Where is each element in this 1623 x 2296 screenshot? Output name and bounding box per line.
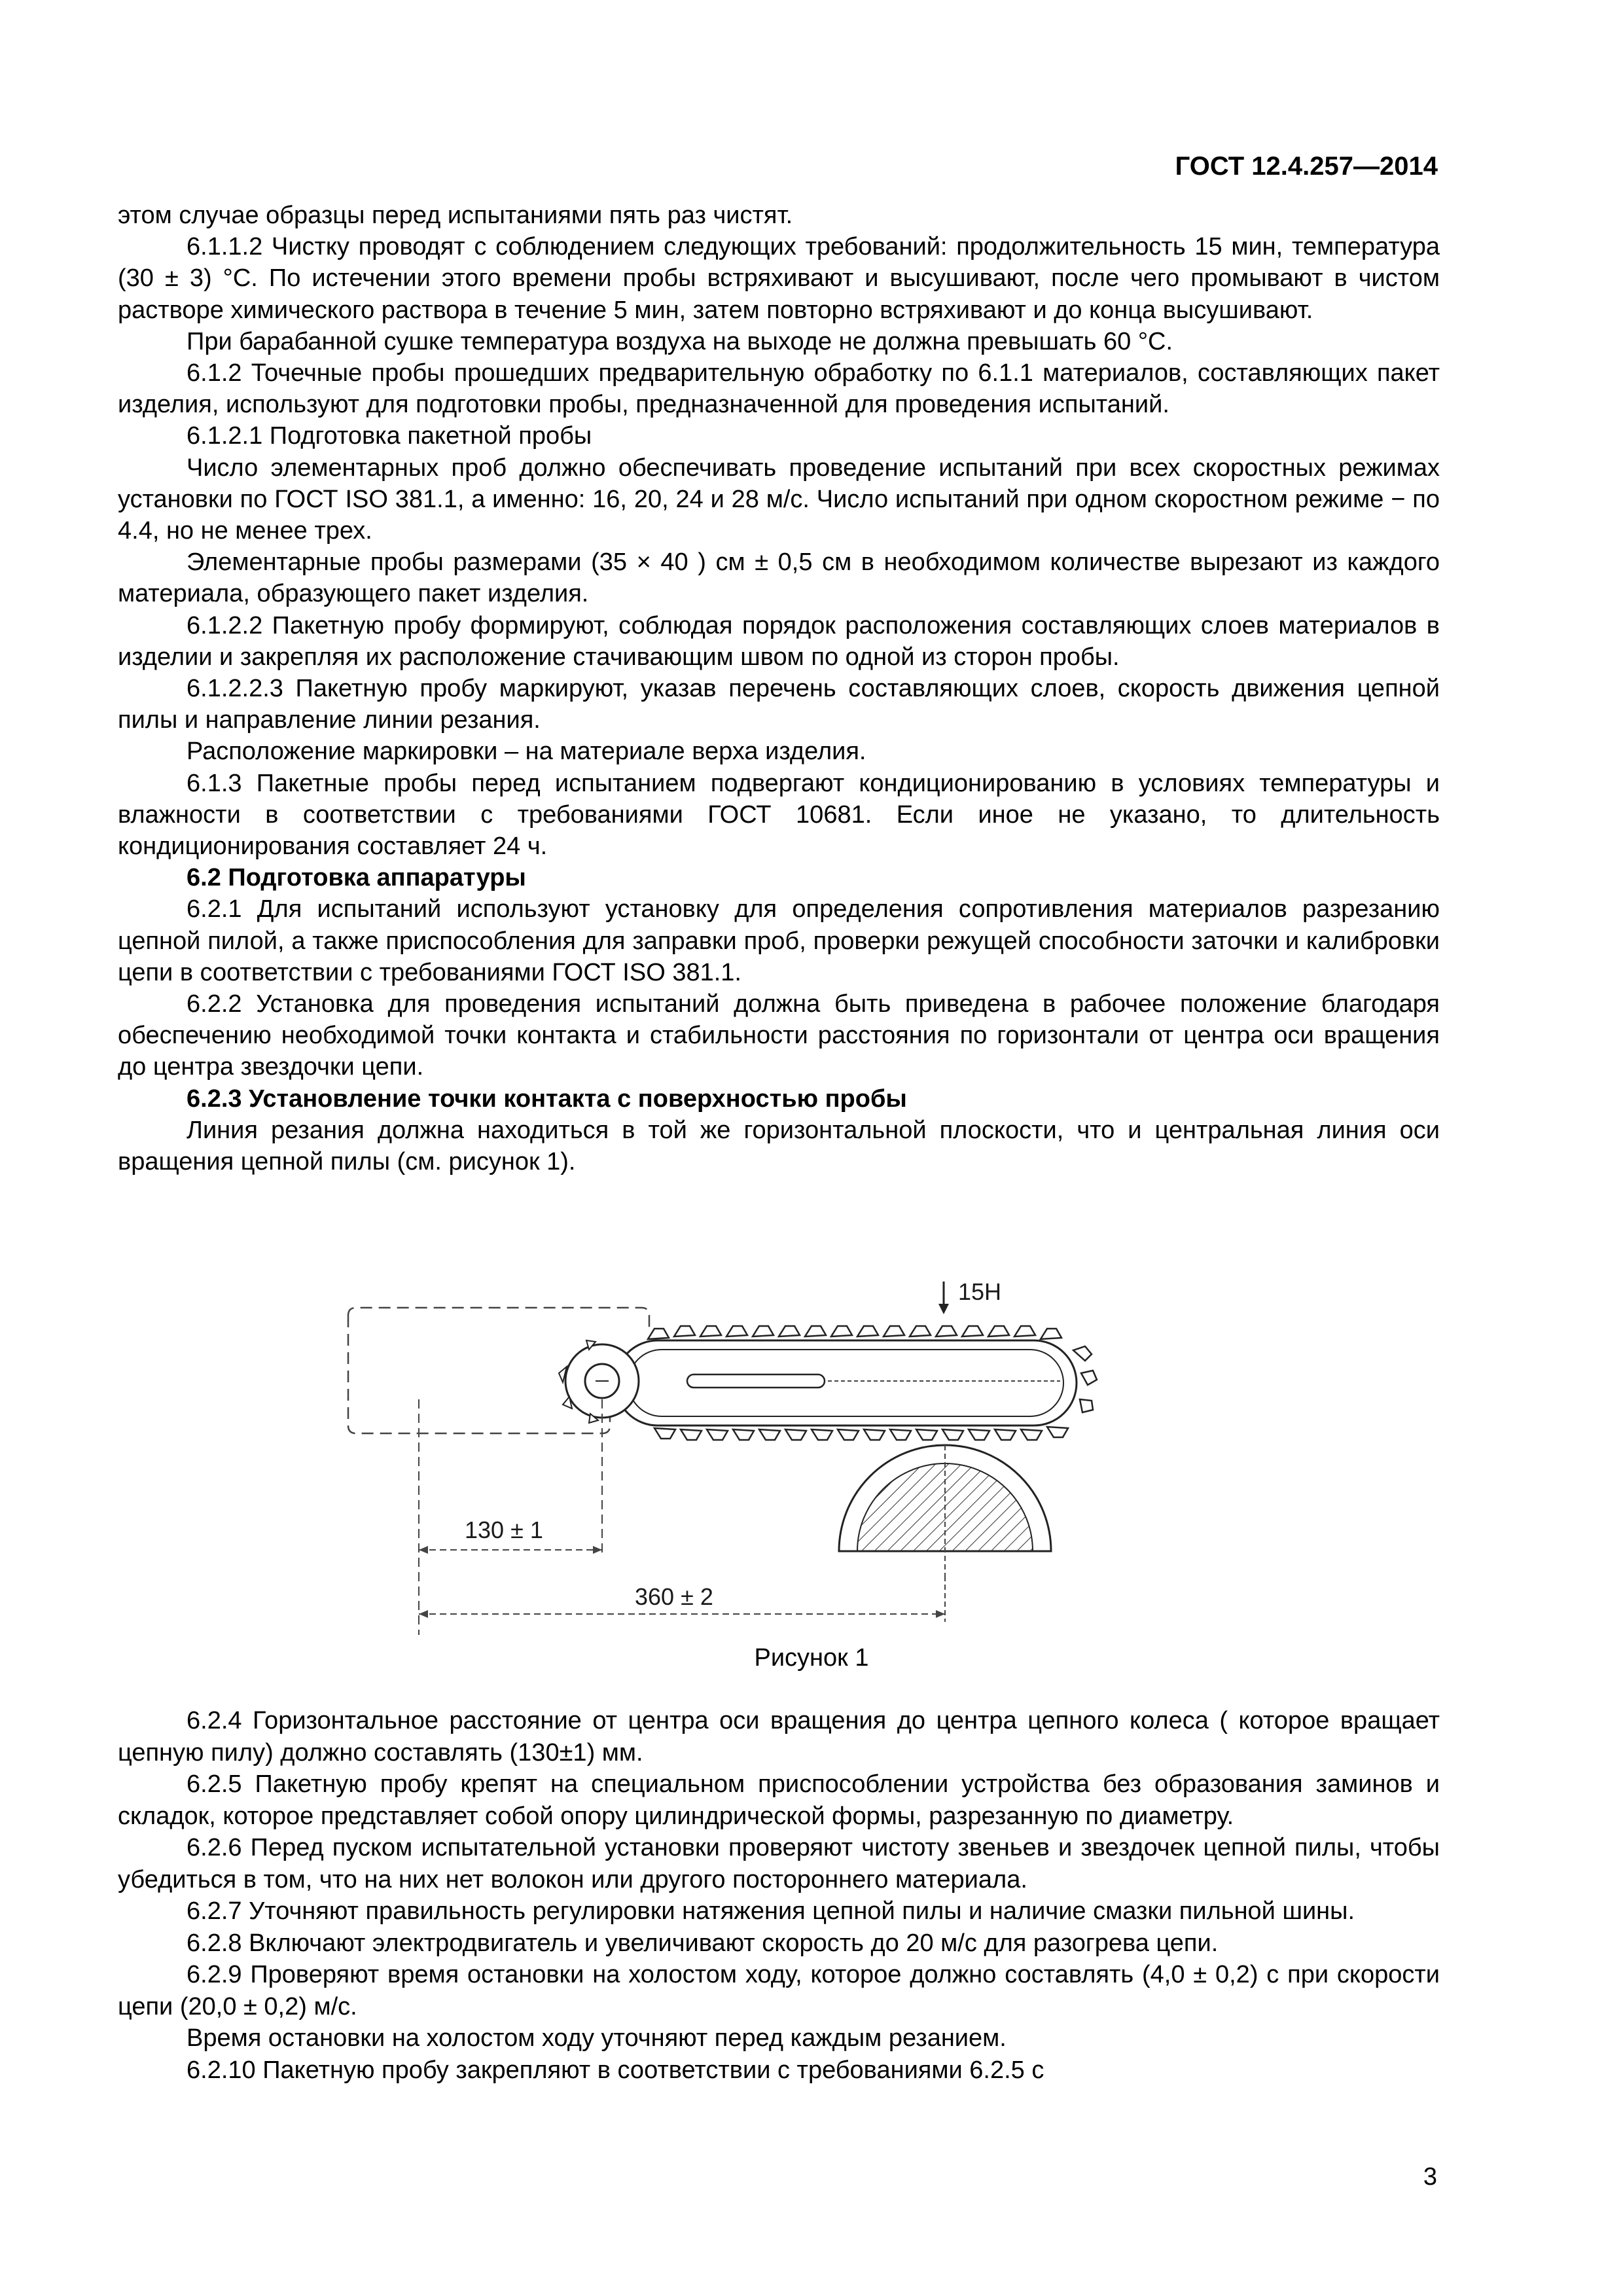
dimension-130-label: 130 ± 1 <box>465 1516 543 1543</box>
force-arrow <box>938 1282 949 1314</box>
body-text-bottom <box>118 1705 1440 2086</box>
paragraph: 6.2.1 Для испытаний используют установку для определения сопротивления материалов разрезанию цепной пилой, а также приспособления для заправки проб, проверки режущей способности заточки и калибровки цепи в соответствии с требованиями ГОСТ ISO 381.1. <box>118 895 1440 986</box>
section-heading-6-2: 6.2 Подготовка аппаратуры <box>187 864 526 892</box>
chainsaw-diagram <box>340 1268 1152 1635</box>
paragraph: 6.2.4 Горизонтальное расстояние от центра оси вращения до центра цепного колеса ( которое вращает цепную пилу) должно составлять (130±1) мм. <box>118 1707 1440 1767</box>
paragraph: Расположение маркировки – на материале верха изделия. <box>187 738 866 766</box>
document-code-header: ГОСТ 12.4.257—2014 <box>1175 152 1438 181</box>
paragraph: Элементарные пробы размерами (35 × 40 ) см ± 0,5 см в необходимом количестве вырезают из каждого материала, образующего пакет изделия. <box>118 548 1440 608</box>
guide-bar-slot <box>687 1374 825 1388</box>
paragraph: 6.1.1.2 Чистку проводят с соблюдением следующих требований: продолжительность 15 мин, температура (30 ± 3) °С. По истечении этого времени пробы встряхивают и высушивают, после чего промывают в чистом растворе химического раствора в течение 5 мин, затем повторно встряхивают и до конца высушивают. <box>118 233 1440 324</box>
paragraph: 6.2.10 Пакетную пробу закрепляют в соответствии с требованиями 6.2.5 с <box>187 2056 1044 2084</box>
paragraph: 6.2.5 Пакетную пробу крепят на специальном приспособлении устройства без образования заминов и складок, которое представляет собой опору цилиндрической формы, разрезанную по диаметру. <box>118 1770 1440 1830</box>
paragraph: 6.1.2.2 Пакетную пробу формируют, соблюдая порядок расположения составляющих слоев материалов в изделии и закрепляя их расположение стачивающим швом по одной из сторон пробы. <box>118 611 1440 671</box>
paragraph: 6.2.2 Установка для проведения испытаний должна быть приведена в рабочее положение благодаря обеспечению необходимой точки контакта и стабильности расстояния по горизонтали от центра оси вращения до центра звездочки цепи. <box>118 990 1440 1081</box>
paragraph: 6.1.2 Точечные пробы прошедших предварительную обработку по 6.1.1 материалов, составляющих пакет изделия, используют для подготовки пробы, предназначенной для проведения испытаний. <box>118 359 1440 419</box>
guide-bar <box>615 1340 1077 1426</box>
section-heading-6-2-3: 6.2.3 Установление точки контакта с поверхностью пробы <box>187 1085 907 1113</box>
paragraph: 6.2.6 Перед пуском испытательной установки проверяют чистоту звеньев и звездочек цепной пилы, чтобы убедиться в том, что на них нет волокон или другого постороннего материала. <box>118 1834 1440 1893</box>
paragraph: 6.2.8 Включают электродвигатель и увеличивают скорость до 20 м/с для разогрева цепи. <box>187 1929 1219 1957</box>
paragraph: 6.2.7 Уточняют правильность регулировки натяжения цепной пилы и наличие смазки пильной шины. <box>187 1897 1355 1925</box>
dimension-130 <box>419 1546 602 1554</box>
paragraph: Число элементарных проб должно обеспечивать проведение испытаний при всех скоростных режимах установки по ГОСТ ISO 381.1, а именно: 16, 20, 24 и 28 м/с. Число испытаний при одном скоростном режиме − по 4.4, но не менее трех. <box>118 454 1440 545</box>
half-cylinder-support <box>839 1445 1051 1576</box>
page-number: 3 <box>1423 2163 1437 2191</box>
paragraph: 6.1.2.2.3 Пакетную пробу маркируют, указав перечень составляющих слоев, скорость движения цепной пилы и направление линии резания. <box>118 675 1440 734</box>
dimension-360-label: 360 ± 2 <box>635 1583 713 1610</box>
force-label: 15Н <box>958 1278 1002 1305</box>
body-text-top <box>118 200 1440 1177</box>
paragraph: 6.2.9 Проверяют время остановки на холостом ходу, которое должно составлять (4,0 ± 0,2) с при скорости цепи (20,0 ± 0,2) м/с. <box>118 1961 1440 2020</box>
paragraph: Линия резания должна находиться в той же горизонтальной плоскости, что и центральная линия оси вращения цепной пилы (см. рисунок 1). <box>118 1116 1440 1176</box>
figure-caption: Рисунок 1 <box>754 1644 869 1672</box>
paragraph: Время остановки на холостом ходу уточняют перед каждым резанием. <box>187 2024 1007 2052</box>
paragraph: 6.1.3 Пакетные пробы перед испытанием подвергают кондиционированию в условиях температуры и влажности в соответствии с требованиями ГОСТ 10681. Если иное не указано, то длительность кондиционирования составляет 24 ч. <box>118 769 1440 861</box>
motor-housing-outline <box>348 1308 649 1331</box>
figure-chainsaw-setup <box>340 1268 1152 1635</box>
paragraph: 6.1.2.1 Подготовка пакетной пробы <box>187 422 592 450</box>
paragraph: При барабанной сушке температура воздуха на выходе не должна превышать 60 °С. <box>187 327 1173 355</box>
paragraph: этом случае образцы перед испытаниями пять раз чистят. <box>118 202 793 229</box>
